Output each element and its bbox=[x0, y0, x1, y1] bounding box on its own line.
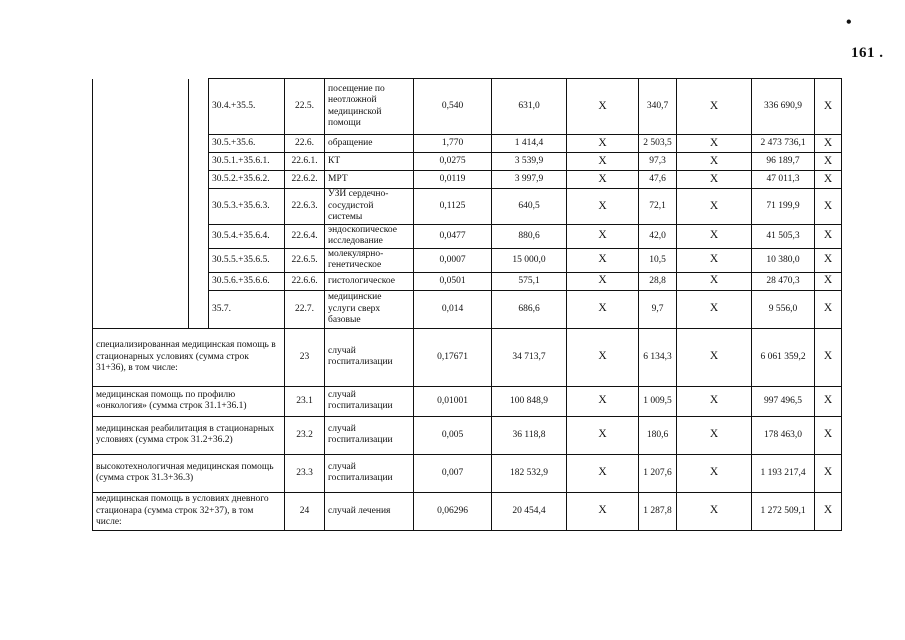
row-code-cell: 30.5.6.+35.6.6. bbox=[209, 272, 285, 290]
cell-x1: X bbox=[567, 492, 639, 530]
cell-x2: X bbox=[677, 153, 752, 171]
cell-x3: X bbox=[815, 272, 842, 290]
cell-x1: X bbox=[567, 79, 639, 135]
cell-v2: 96 189,7 bbox=[752, 153, 815, 171]
cell-cost: 880,6 bbox=[492, 225, 567, 249]
cell-v1: 2 503,5 bbox=[639, 135, 677, 153]
cell-x2: X bbox=[677, 171, 752, 189]
cell-x1: X bbox=[567, 272, 639, 290]
empty-indent-cell bbox=[189, 290, 209, 328]
cell-v2: 28 470,3 bbox=[752, 272, 815, 290]
cell-x2: X bbox=[677, 189, 752, 225]
cell-v1: 42,0 bbox=[639, 225, 677, 249]
cell-x3: X bbox=[815, 492, 842, 530]
table-row bbox=[93, 416, 842, 454]
cell-cost: 631,0 bbox=[492, 79, 567, 135]
cell-num: 22.6.5. bbox=[285, 248, 325, 272]
cell-v2: 41 505,3 bbox=[752, 225, 815, 249]
cell-cost: 3 539,9 bbox=[492, 153, 567, 171]
cell-v2: 2 473 736,1 bbox=[752, 135, 815, 153]
empty-indent-cell bbox=[189, 153, 209, 171]
cell-cost: 100 848,9 bbox=[492, 386, 567, 416]
cell-x3: X bbox=[815, 153, 842, 171]
cell-x1: X bbox=[567, 290, 639, 328]
cell-x3: X bbox=[815, 248, 842, 272]
cell-norm: 0,0007 bbox=[414, 248, 492, 272]
cell-cost: 20 454,4 bbox=[492, 492, 567, 530]
cell-num: 22.6.6. bbox=[285, 272, 325, 290]
empty-indent-cell bbox=[189, 79, 209, 135]
cell-norm: 1,770 bbox=[414, 135, 492, 153]
cell-num: 22.6.1. bbox=[285, 153, 325, 171]
cell-x1: X bbox=[567, 386, 639, 416]
cell-unit: обращение bbox=[325, 135, 414, 153]
row-name-cell: медицинская помощь в условиях дневного стационара (сумма строк 32+37), в том числе: bbox=[93, 492, 285, 530]
cell-unit: случай госпитализации bbox=[325, 454, 414, 492]
cell-x1: X bbox=[567, 225, 639, 249]
cell-unit: эндоскопическое исследование bbox=[325, 225, 414, 249]
cell-num: 22.5. bbox=[285, 79, 325, 135]
empty-indent-cell bbox=[189, 189, 209, 225]
table-row bbox=[93, 492, 842, 530]
cell-v2: 47 011,3 bbox=[752, 171, 815, 189]
cell-cost: 575,1 bbox=[492, 272, 567, 290]
cell-cost: 640,5 bbox=[492, 189, 567, 225]
row-code-cell: 30.5.2.+35.6.2. bbox=[209, 171, 285, 189]
cell-x2: X bbox=[677, 386, 752, 416]
table-row bbox=[93, 135, 842, 153]
table-row bbox=[93, 248, 842, 272]
cell-v1: 6 134,3 bbox=[639, 328, 677, 386]
cell-unit: посещение по неотложной медицинской помощи bbox=[325, 79, 414, 135]
row-code-cell: 30.4.+35.5. bbox=[209, 79, 285, 135]
cell-v2: 997 496,5 bbox=[752, 386, 815, 416]
cell-cost: 34 713,7 bbox=[492, 328, 567, 386]
cell-unit: КТ bbox=[325, 153, 414, 171]
empty-indent-cell bbox=[189, 135, 209, 153]
cell-x3: X bbox=[815, 79, 842, 135]
table-row bbox=[93, 153, 842, 171]
row-name-cell: специализированная медицинская помощь в стационарных условиях (сумма строк 31+36), в том числе: bbox=[93, 328, 285, 386]
cell-num: 22.6.3. bbox=[285, 189, 325, 225]
cell-v2: 1 272 509,1 bbox=[752, 492, 815, 530]
cell-x2: X bbox=[677, 225, 752, 249]
empty-name-cell bbox=[93, 189, 189, 225]
page-dot-mark: • bbox=[846, 14, 852, 31]
cell-norm: 0,540 bbox=[414, 79, 492, 135]
cell-num: 23.1 bbox=[285, 386, 325, 416]
cell-x3: X bbox=[815, 416, 842, 454]
cell-v2: 9 556,0 bbox=[752, 290, 815, 328]
cell-unit: случай госпитализации bbox=[325, 416, 414, 454]
cell-x3: X bbox=[815, 328, 842, 386]
cell-x2: X bbox=[677, 416, 752, 454]
empty-name-cell bbox=[93, 153, 189, 171]
cell-v1: 10,5 bbox=[639, 248, 677, 272]
cell-num: 22.6. bbox=[285, 135, 325, 153]
cell-x1: X bbox=[567, 153, 639, 171]
row-code-cell: 30.5.1.+35.6.1. bbox=[209, 153, 285, 171]
table-row bbox=[93, 79, 842, 135]
row-code-cell: 35.7. bbox=[209, 290, 285, 328]
cell-v2: 6 061 359,2 bbox=[752, 328, 815, 386]
cell-v1: 1 287,8 bbox=[639, 492, 677, 530]
cell-num: 22.6.4. bbox=[285, 225, 325, 249]
table-row bbox=[93, 171, 842, 189]
cell-x1: X bbox=[567, 135, 639, 153]
empty-name-cell bbox=[93, 79, 189, 135]
cell-v2: 178 463,0 bbox=[752, 416, 815, 454]
cell-unit: МРТ bbox=[325, 171, 414, 189]
cell-v2: 1 193 217,4 bbox=[752, 454, 815, 492]
table-row bbox=[93, 454, 842, 492]
row-code-cell: 30.5.+35.6. bbox=[209, 135, 285, 153]
empty-name-cell bbox=[93, 248, 189, 272]
empty-name-cell bbox=[93, 135, 189, 153]
cell-cost: 15 000,0 bbox=[492, 248, 567, 272]
row-code-cell: 30.5.5.+35.6.5. bbox=[209, 248, 285, 272]
cell-norm: 0,007 bbox=[414, 454, 492, 492]
empty-name-cell bbox=[93, 272, 189, 290]
table-row bbox=[93, 290, 842, 328]
cell-x2: X bbox=[677, 248, 752, 272]
row-code-cell: 30.5.4.+35.6.4. bbox=[209, 225, 285, 249]
cell-norm: 0,005 bbox=[414, 416, 492, 454]
cell-x3: X bbox=[815, 171, 842, 189]
cell-num: 23 bbox=[285, 328, 325, 386]
row-name-cell: медицинская помощь по профилю «онкология» (сумма строк 31.1+36.1) bbox=[93, 386, 285, 416]
cell-v1: 47,6 bbox=[639, 171, 677, 189]
table-row bbox=[93, 386, 842, 416]
cell-x3: X bbox=[815, 454, 842, 492]
cell-unit: молекулярно-генетическое bbox=[325, 248, 414, 272]
table-row bbox=[93, 328, 842, 386]
cell-cost: 36 118,8 bbox=[492, 416, 567, 454]
table-row bbox=[93, 189, 842, 225]
cell-x1: X bbox=[567, 171, 639, 189]
cell-cost: 1 414,4 bbox=[492, 135, 567, 153]
cell-v2: 71 199,9 bbox=[752, 189, 815, 225]
cell-v1: 180,6 bbox=[639, 416, 677, 454]
table-row bbox=[93, 225, 842, 249]
cell-v1: 340,7 bbox=[639, 79, 677, 135]
cell-norm: 0,014 bbox=[414, 290, 492, 328]
cell-unit: случай лечения bbox=[325, 492, 414, 530]
cell-v2: 336 690,9 bbox=[752, 79, 815, 135]
cell-x3: X bbox=[815, 290, 842, 328]
cell-cost: 182 532,9 bbox=[492, 454, 567, 492]
cell-x2: X bbox=[677, 454, 752, 492]
cell-num: 22.7. bbox=[285, 290, 325, 328]
medical-norms-table bbox=[92, 78, 842, 531]
cell-num: 23.3 bbox=[285, 454, 325, 492]
cell-v1: 72,1 bbox=[639, 189, 677, 225]
cell-x2: X bbox=[677, 492, 752, 530]
empty-indent-cell bbox=[189, 272, 209, 290]
cell-v1: 1 009,5 bbox=[639, 386, 677, 416]
cell-cost: 686,6 bbox=[492, 290, 567, 328]
empty-indent-cell bbox=[189, 225, 209, 249]
page-number: 161 . bbox=[851, 45, 884, 61]
cell-x1: X bbox=[567, 328, 639, 386]
row-name-cell: высокотехнологичная медицинская помощь (сумма строк 31.3+36.3) bbox=[93, 454, 285, 492]
cell-unit: медицинские услуги сверх базовые bbox=[325, 290, 414, 328]
cell-v1: 97,3 bbox=[639, 153, 677, 171]
cell-unit: случай госпитализации bbox=[325, 386, 414, 416]
empty-indent-cell bbox=[189, 248, 209, 272]
cell-norm: 0,17671 bbox=[414, 328, 492, 386]
cell-x2: X bbox=[677, 290, 752, 328]
cell-x1: X bbox=[567, 454, 639, 492]
cell-x2: X bbox=[677, 79, 752, 135]
table-row bbox=[93, 272, 842, 290]
cell-x3: X bbox=[815, 386, 842, 416]
cell-norm: 0,06296 bbox=[414, 492, 492, 530]
cell-num: 22.6.2. bbox=[285, 171, 325, 189]
cell-v1: 28,8 bbox=[639, 272, 677, 290]
cell-v1: 9,7 bbox=[639, 290, 677, 328]
empty-indent-cell bbox=[189, 171, 209, 189]
row-name-cell: медицинская реабилитация в стационарных условиях (сумма строк 31.2+36.2) bbox=[93, 416, 285, 454]
cell-num: 23.2 bbox=[285, 416, 325, 454]
empty-name-cell bbox=[93, 290, 189, 328]
row-code-cell: 30.5.3.+35.6.3. bbox=[209, 189, 285, 225]
cell-x3: X bbox=[815, 225, 842, 249]
cell-norm: 0,0501 bbox=[414, 272, 492, 290]
cell-x1: X bbox=[567, 248, 639, 272]
cell-unit: гистологическое bbox=[325, 272, 414, 290]
cell-norm: 0,01001 bbox=[414, 386, 492, 416]
cell-norm: 0,0275 bbox=[414, 153, 492, 171]
cell-x3: X bbox=[815, 189, 842, 225]
cell-x1: X bbox=[567, 416, 639, 454]
empty-name-cell bbox=[93, 225, 189, 249]
cell-num: 24 bbox=[285, 492, 325, 530]
cell-unit: случай госпитализации bbox=[325, 328, 414, 386]
empty-name-cell bbox=[93, 171, 189, 189]
cell-norm: 0,0119 bbox=[414, 171, 492, 189]
cell-x2: X bbox=[677, 328, 752, 386]
cell-norm: 0,0477 bbox=[414, 225, 492, 249]
cell-x3: X bbox=[815, 135, 842, 153]
cell-x2: X bbox=[677, 272, 752, 290]
cell-x2: X bbox=[677, 135, 752, 153]
cell-v1: 1 207,6 bbox=[639, 454, 677, 492]
cell-cost: 3 997,9 bbox=[492, 171, 567, 189]
cell-norm: 0,1125 bbox=[414, 189, 492, 225]
cell-x1: X bbox=[567, 189, 639, 225]
cell-v2: 10 380,0 bbox=[752, 248, 815, 272]
cell-unit: УЗИ сердечно-сосудистой системы bbox=[325, 189, 414, 225]
